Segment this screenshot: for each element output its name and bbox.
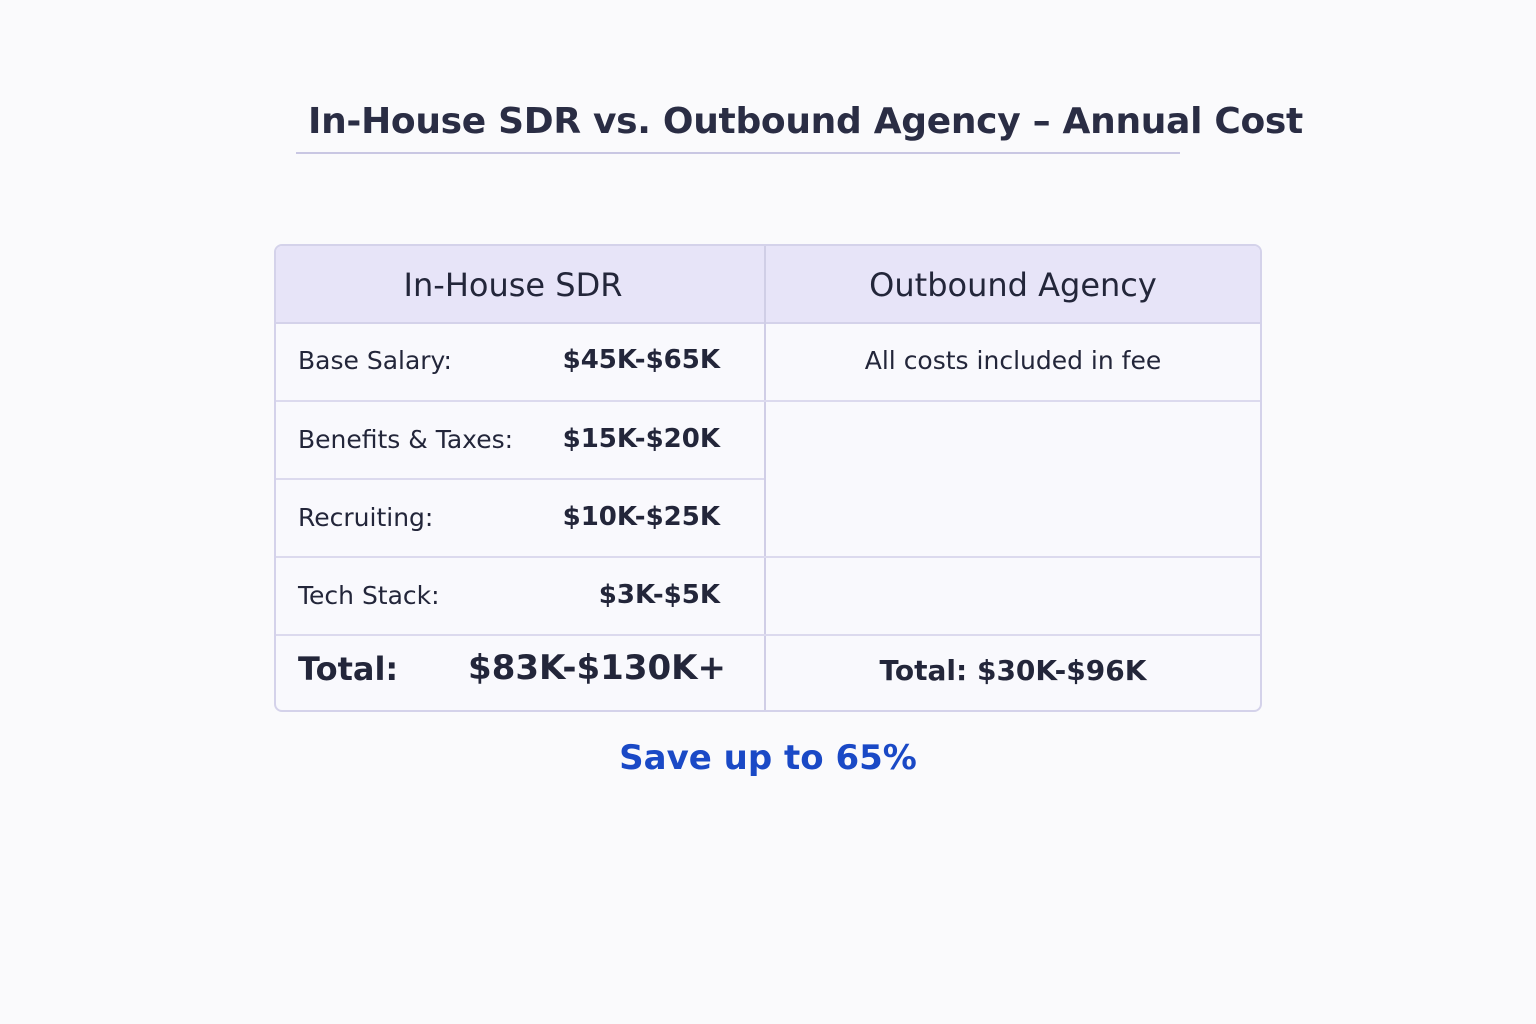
recruiting-value: $10K-$25K [562,502,720,532]
row-divider [276,556,1260,558]
row-divider [276,634,1260,636]
tech-stack-label: Tech Stack: [298,581,440,610]
in-house-total-value: $83K-$130K+ [468,648,726,688]
row-divider [276,478,764,480]
tech-stack-value: $3K-$5K [598,580,720,610]
in-house-sdr-header: In-House SDR [403,266,623,304]
agency-total: Total: $30K-$96K [879,654,1147,687]
table-header-row [276,246,1260,324]
base-salary-value: $45K-$65K [562,345,720,375]
recruiting-label: Recruiting: [298,503,434,532]
base-salary-label: Base Salary: [298,346,452,375]
page-title: In-House SDR vs. Outbound Agency – Annual Cost [308,101,1303,142]
title-underline [296,152,1180,154]
benefits-taxes-label: Benefits & Taxes: [298,425,514,454]
savings-callout: Save up to 65% [619,738,917,778]
benefits-taxes-value: $15K-$20K [562,424,720,454]
agency-included-note: All costs included in fee [864,346,1162,375]
column-divider [764,246,766,710]
row-divider [276,400,1260,402]
cost-comparison-table [274,244,1262,712]
in-house-total-label: Total: [298,650,399,688]
outbound-agency-header: Outbound Agency [869,266,1157,304]
